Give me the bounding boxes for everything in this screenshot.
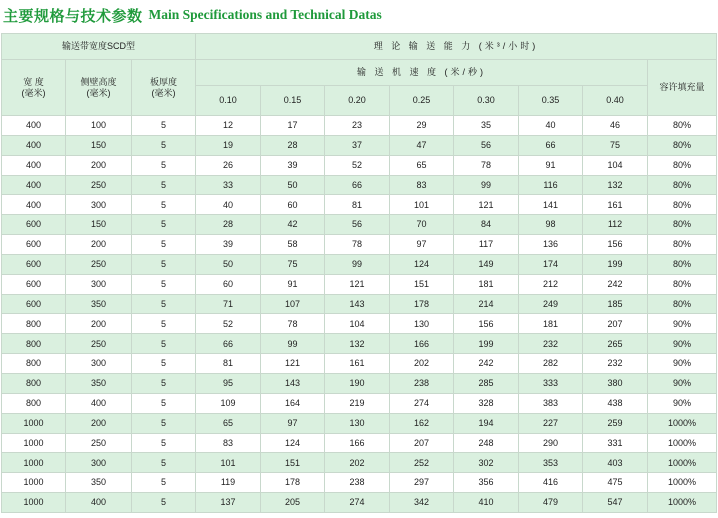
cell-capacity: 65 bbox=[390, 155, 454, 175]
cell-side-wall: 150 bbox=[66, 135, 132, 155]
cell-capacity: 181 bbox=[519, 314, 583, 334]
cell-capacity: 101 bbox=[390, 195, 454, 215]
cell-capacity: 156 bbox=[454, 314, 519, 334]
cell-capacity: 202 bbox=[390, 354, 454, 374]
cell-capacity: 132 bbox=[583, 175, 648, 195]
cell-capacity: 66 bbox=[519, 135, 583, 155]
page-title bbox=[3, 4, 715, 26]
cell-capacity: 130 bbox=[390, 314, 454, 334]
cell-plate: 5 bbox=[132, 354, 196, 374]
cell-capacity: 119 bbox=[196, 473, 261, 493]
cell-plate: 5 bbox=[132, 393, 196, 413]
cell-plate: 5 bbox=[132, 413, 196, 433]
table-row bbox=[2, 274, 717, 294]
table-row bbox=[2, 195, 717, 215]
cell-width: 1000 bbox=[2, 413, 66, 433]
cell-width: 400 bbox=[2, 175, 66, 195]
cell-plate: 5 bbox=[132, 433, 196, 453]
header-speed-value: 0.15 bbox=[261, 86, 325, 116]
cell-capacity: 47 bbox=[390, 135, 454, 155]
cell-side-wall: 300 bbox=[66, 354, 132, 374]
cell-fill: 80% bbox=[648, 254, 717, 274]
cell-width: 1000 bbox=[2, 433, 66, 453]
cell-capacity: 166 bbox=[325, 433, 390, 453]
cell-fill: 90% bbox=[648, 354, 717, 374]
table-row bbox=[2, 135, 717, 155]
header-speed bbox=[196, 60, 648, 86]
cell-capacity: 479 bbox=[519, 493, 583, 513]
cell-capacity: 101 bbox=[196, 453, 261, 473]
table-row bbox=[2, 254, 717, 274]
cell-capacity: 60 bbox=[261, 195, 325, 215]
cell-capacity: 174 bbox=[519, 254, 583, 274]
cell-capacity: 227 bbox=[519, 413, 583, 433]
cell-fill: 80% bbox=[648, 274, 717, 294]
cell-capacity: 78 bbox=[454, 155, 519, 175]
cell-capacity: 356 bbox=[454, 473, 519, 493]
header-fill: 容许填充量 bbox=[648, 60, 717, 116]
cell-capacity: 116 bbox=[519, 175, 583, 195]
cell-width: 800 bbox=[2, 354, 66, 374]
cell-capacity: 56 bbox=[454, 135, 519, 155]
cell-capacity: 181 bbox=[454, 274, 519, 294]
cell-capacity: 353 bbox=[519, 453, 583, 473]
cell-plate: 5 bbox=[132, 373, 196, 393]
cell-side-wall: 300 bbox=[66, 195, 132, 215]
cell-capacity: 199 bbox=[454, 334, 519, 354]
cell-capacity: 112 bbox=[583, 215, 648, 235]
cell-capacity: 97 bbox=[390, 235, 454, 255]
cell-capacity: 33 bbox=[196, 175, 261, 195]
cell-capacity: 95 bbox=[196, 373, 261, 393]
table-row bbox=[2, 314, 717, 334]
cell-capacity: 248 bbox=[454, 433, 519, 453]
cell-side-wall: 250 bbox=[66, 254, 132, 274]
cell-capacity: 121 bbox=[454, 195, 519, 215]
cell-capacity: 78 bbox=[325, 235, 390, 255]
cell-capacity: 290 bbox=[519, 433, 583, 453]
cell-capacity: 219 bbox=[325, 393, 390, 413]
cell-capacity: 161 bbox=[583, 195, 648, 215]
cell-plate: 5 bbox=[132, 254, 196, 274]
cell-width: 800 bbox=[2, 314, 66, 334]
header-plate bbox=[132, 60, 196, 116]
cell-plate: 5 bbox=[132, 135, 196, 155]
cell-fill: 80% bbox=[648, 155, 717, 175]
cell-plate: 5 bbox=[132, 195, 196, 215]
cell-capacity: 265 bbox=[583, 334, 648, 354]
cell-capacity: 42 bbox=[261, 215, 325, 235]
header-plate-unit: (毫米) bbox=[151, 87, 176, 98]
cell-capacity: 410 bbox=[454, 493, 519, 513]
table-row bbox=[2, 334, 717, 354]
cell-capacity: 28 bbox=[196, 215, 261, 235]
cell-capacity: 40 bbox=[196, 195, 261, 215]
cell-side-wall: 400 bbox=[66, 393, 132, 413]
cell-width: 600 bbox=[2, 254, 66, 274]
cell-capacity: 99 bbox=[454, 175, 519, 195]
cell-capacity: 328 bbox=[454, 393, 519, 413]
cell-capacity: 52 bbox=[325, 155, 390, 175]
cell-capacity: 50 bbox=[196, 254, 261, 274]
cell-plate: 5 bbox=[132, 215, 196, 235]
cell-width: 800 bbox=[2, 393, 66, 413]
cell-capacity: 136 bbox=[519, 235, 583, 255]
cell-capacity: 29 bbox=[390, 116, 454, 136]
cell-capacity: 19 bbox=[196, 135, 261, 155]
table-row bbox=[2, 294, 717, 314]
cell-capacity: 28 bbox=[261, 135, 325, 155]
cell-capacity: 97 bbox=[261, 413, 325, 433]
cell-capacity: 232 bbox=[583, 354, 648, 374]
cell-capacity: 151 bbox=[261, 453, 325, 473]
cell-capacity: 121 bbox=[325, 274, 390, 294]
cell-capacity: 130 bbox=[325, 413, 390, 433]
cell-capacity: 91 bbox=[519, 155, 583, 175]
cell-side-wall: 100 bbox=[66, 116, 132, 136]
cell-capacity: 124 bbox=[261, 433, 325, 453]
cell-plate: 5 bbox=[132, 116, 196, 136]
cell-capacity: 12 bbox=[196, 116, 261, 136]
cell-capacity: 83 bbox=[390, 175, 454, 195]
cell-width: 800 bbox=[2, 373, 66, 393]
cell-capacity: 162 bbox=[390, 413, 454, 433]
cell-plate: 5 bbox=[132, 155, 196, 175]
cell-capacity: 302 bbox=[454, 453, 519, 473]
header-side-wall bbox=[66, 60, 132, 116]
cell-fill: 1000% bbox=[648, 453, 717, 473]
cell-capacity: 342 bbox=[390, 493, 454, 513]
cell-capacity: 50 bbox=[261, 175, 325, 195]
cell-capacity: 17 bbox=[261, 116, 325, 136]
cell-capacity: 132 bbox=[325, 334, 390, 354]
cell-plate: 5 bbox=[132, 175, 196, 195]
cell-capacity: 78 bbox=[261, 314, 325, 334]
cell-capacity: 285 bbox=[454, 373, 519, 393]
cell-capacity: 39 bbox=[261, 155, 325, 175]
table-row bbox=[2, 413, 717, 433]
cell-capacity: 117 bbox=[454, 235, 519, 255]
header-side-wall-label: 侧壁高度 bbox=[80, 77, 117, 88]
cell-capacity: 104 bbox=[325, 314, 390, 334]
cell-capacity: 212 bbox=[519, 274, 583, 294]
cell-width: 600 bbox=[2, 235, 66, 255]
table-row bbox=[2, 453, 717, 473]
table-row bbox=[2, 433, 717, 453]
cell-capacity: 190 bbox=[325, 373, 390, 393]
cell-capacity: 83 bbox=[196, 433, 261, 453]
cell-capacity: 39 bbox=[196, 235, 261, 255]
cell-capacity: 70 bbox=[390, 215, 454, 235]
cell-fill: 90% bbox=[648, 334, 717, 354]
cell-capacity: 46 bbox=[583, 116, 648, 136]
cell-capacity: 52 bbox=[196, 314, 261, 334]
cell-capacity: 75 bbox=[261, 254, 325, 274]
header-speed-value: 0.30 bbox=[454, 86, 519, 116]
cell-capacity: 202 bbox=[325, 453, 390, 473]
header-capacity-label: 理 论 输 送 能 力 (米³/小时) bbox=[373, 41, 539, 52]
cell-fill: 90% bbox=[648, 373, 717, 393]
cell-capacity: 65 bbox=[196, 413, 261, 433]
cell-fill: 80% bbox=[648, 175, 717, 195]
cell-fill: 80% bbox=[648, 215, 717, 235]
cell-capacity: 91 bbox=[261, 274, 325, 294]
table-row bbox=[2, 155, 717, 175]
cell-capacity: 166 bbox=[390, 334, 454, 354]
cell-fill: 1000% bbox=[648, 493, 717, 513]
cell-side-wall: 200 bbox=[66, 314, 132, 334]
header-width bbox=[2, 60, 66, 116]
cell-capacity: 274 bbox=[390, 393, 454, 413]
table-row bbox=[2, 354, 717, 374]
cell-capacity: 161 bbox=[325, 354, 390, 374]
header-speed-value: 0.35 bbox=[519, 86, 583, 116]
cell-fill: 80% bbox=[648, 294, 717, 314]
title-chinese: 主要规格与技术参数 bbox=[3, 6, 143, 25]
cell-capacity: 81 bbox=[196, 354, 261, 374]
cell-side-wall: 400 bbox=[66, 493, 132, 513]
header-plate-label: 板厚度 bbox=[149, 77, 177, 88]
cell-capacity: 207 bbox=[390, 433, 454, 453]
table-row bbox=[2, 373, 717, 393]
cell-capacity: 99 bbox=[261, 334, 325, 354]
cell-fill: 1000% bbox=[648, 473, 717, 493]
cell-capacity: 242 bbox=[583, 274, 648, 294]
cell-capacity: 199 bbox=[583, 254, 648, 274]
cell-capacity: 178 bbox=[390, 294, 454, 314]
cell-width: 400 bbox=[2, 135, 66, 155]
cell-width: 1000 bbox=[2, 493, 66, 513]
header-speed-label: 输 送 机 速 度 (米/秒) bbox=[357, 67, 486, 78]
cell-capacity: 99 bbox=[325, 254, 390, 274]
cell-plate: 5 bbox=[132, 314, 196, 334]
table-header bbox=[2, 34, 717, 116]
table-row bbox=[2, 473, 717, 493]
cell-capacity: 207 bbox=[583, 314, 648, 334]
specifications-table bbox=[1, 33, 717, 513]
cell-width: 600 bbox=[2, 274, 66, 294]
cell-capacity: 214 bbox=[454, 294, 519, 314]
header-capacity bbox=[196, 34, 717, 60]
cell-capacity: 331 bbox=[583, 433, 648, 453]
header-belt-type: 输送带宽度SCD型 bbox=[2, 34, 196, 60]
cell-plate: 5 bbox=[132, 453, 196, 473]
cell-capacity: 282 bbox=[519, 354, 583, 374]
cell-capacity: 121 bbox=[261, 354, 325, 374]
table-row bbox=[2, 493, 717, 513]
cell-plate: 5 bbox=[132, 493, 196, 513]
cell-plate: 5 bbox=[132, 274, 196, 294]
cell-width: 400 bbox=[2, 195, 66, 215]
cell-fill: 1000% bbox=[648, 413, 717, 433]
cell-capacity: 84 bbox=[454, 215, 519, 235]
cell-plate: 5 bbox=[132, 294, 196, 314]
cell-capacity: 475 bbox=[583, 473, 648, 493]
cell-fill: 80% bbox=[648, 116, 717, 136]
cell-side-wall: 200 bbox=[66, 413, 132, 433]
cell-side-wall: 250 bbox=[66, 334, 132, 354]
cell-capacity: 141 bbox=[519, 195, 583, 215]
cell-capacity: 98 bbox=[519, 215, 583, 235]
header-speed-value: 0.20 bbox=[325, 86, 390, 116]
cell-capacity: 238 bbox=[325, 473, 390, 493]
cell-width: 800 bbox=[2, 334, 66, 354]
header-width-label: 宽 度 bbox=[23, 77, 44, 88]
cell-capacity: 297 bbox=[390, 473, 454, 493]
table-row bbox=[2, 116, 717, 136]
cell-capacity: 104 bbox=[583, 155, 648, 175]
cell-side-wall: 300 bbox=[66, 274, 132, 294]
cell-side-wall: 200 bbox=[66, 155, 132, 175]
table-row bbox=[2, 215, 717, 235]
cell-capacity: 194 bbox=[454, 413, 519, 433]
cell-side-wall: 300 bbox=[66, 453, 132, 473]
cell-capacity: 81 bbox=[325, 195, 390, 215]
cell-capacity: 151 bbox=[390, 274, 454, 294]
cell-capacity: 178 bbox=[261, 473, 325, 493]
table-body bbox=[2, 116, 717, 513]
cell-width: 1000 bbox=[2, 453, 66, 473]
cell-capacity: 37 bbox=[325, 135, 390, 155]
header-speed-value: 0.25 bbox=[390, 86, 454, 116]
cell-capacity: 205 bbox=[261, 493, 325, 513]
header-side-wall-unit: (毫米) bbox=[86, 87, 111, 98]
cell-capacity: 66 bbox=[196, 334, 261, 354]
cell-side-wall: 350 bbox=[66, 294, 132, 314]
cell-capacity: 35 bbox=[454, 116, 519, 136]
cell-capacity: 156 bbox=[583, 235, 648, 255]
cell-capacity: 71 bbox=[196, 294, 261, 314]
cell-fill: 90% bbox=[648, 314, 717, 334]
cell-capacity: 58 bbox=[261, 235, 325, 255]
cell-capacity: 66 bbox=[325, 175, 390, 195]
cell-capacity: 242 bbox=[454, 354, 519, 374]
cell-capacity: 143 bbox=[261, 373, 325, 393]
cell-capacity: 137 bbox=[196, 493, 261, 513]
cell-capacity: 438 bbox=[583, 393, 648, 413]
cell-width: 600 bbox=[2, 215, 66, 235]
header-width-unit: (毫米) bbox=[21, 87, 46, 98]
cell-capacity: 259 bbox=[583, 413, 648, 433]
cell-capacity: 185 bbox=[583, 294, 648, 314]
cell-side-wall: 250 bbox=[66, 433, 132, 453]
cell-capacity: 232 bbox=[519, 334, 583, 354]
table-row bbox=[2, 393, 717, 413]
cell-capacity: 333 bbox=[519, 373, 583, 393]
header-speed-value: 0.40 bbox=[583, 86, 648, 116]
cell-fill: 80% bbox=[648, 135, 717, 155]
cell-width: 600 bbox=[2, 294, 66, 314]
cell-capacity: 23 bbox=[325, 116, 390, 136]
cell-plate: 5 bbox=[132, 473, 196, 493]
title-english: Main Specifications and Technical Datas bbox=[148, 7, 382, 22]
cell-capacity: 274 bbox=[325, 493, 390, 513]
cell-capacity: 149 bbox=[454, 254, 519, 274]
cell-capacity: 249 bbox=[519, 294, 583, 314]
cell-capacity: 403 bbox=[583, 453, 648, 473]
cell-capacity: 60 bbox=[196, 274, 261, 294]
header-speed-value: 0.10 bbox=[196, 86, 261, 116]
cell-width: 400 bbox=[2, 116, 66, 136]
cell-width: 1000 bbox=[2, 473, 66, 493]
cell-capacity: 109 bbox=[196, 393, 261, 413]
cell-capacity: 383 bbox=[519, 393, 583, 413]
cell-capacity: 164 bbox=[261, 393, 325, 413]
cell-capacity: 252 bbox=[390, 453, 454, 473]
cell-capacity: 107 bbox=[261, 294, 325, 314]
cell-capacity: 124 bbox=[390, 254, 454, 274]
table-row bbox=[2, 235, 717, 255]
cell-capacity: 56 bbox=[325, 215, 390, 235]
cell-plate: 5 bbox=[132, 334, 196, 354]
table-row bbox=[2, 175, 717, 195]
cell-capacity: 26 bbox=[196, 155, 261, 175]
cell-capacity: 40 bbox=[519, 116, 583, 136]
cell-side-wall: 150 bbox=[66, 215, 132, 235]
cell-fill: 80% bbox=[648, 235, 717, 255]
cell-side-wall: 350 bbox=[66, 373, 132, 393]
cell-capacity: 143 bbox=[325, 294, 390, 314]
cell-fill: 80% bbox=[648, 195, 717, 215]
cell-side-wall: 250 bbox=[66, 175, 132, 195]
cell-capacity: 75 bbox=[583, 135, 648, 155]
cell-side-wall: 350 bbox=[66, 473, 132, 493]
cell-capacity: 238 bbox=[390, 373, 454, 393]
cell-fill: 90% bbox=[648, 393, 717, 413]
cell-side-wall: 200 bbox=[66, 235, 132, 255]
cell-capacity: 416 bbox=[519, 473, 583, 493]
cell-fill: 1000% bbox=[648, 433, 717, 453]
cell-width: 400 bbox=[2, 155, 66, 175]
cell-capacity: 380 bbox=[583, 373, 648, 393]
cell-capacity: 547 bbox=[583, 493, 648, 513]
cell-plate: 5 bbox=[132, 235, 196, 255]
